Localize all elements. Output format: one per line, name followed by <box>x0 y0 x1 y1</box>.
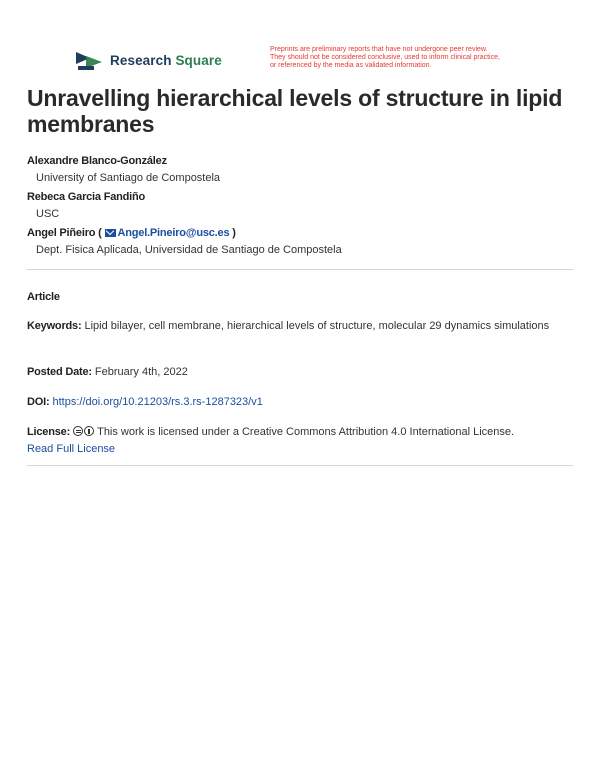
creative-commons-icon <box>73 426 83 436</box>
corresponding-author <box>27 226 577 243</box>
author-affiliation: University of Santiago de Compostela <box>36 172 221 184</box>
posted-date <box>27 364 573 381</box>
divider <box>27 465 573 466</box>
license <box>27 424 573 458</box>
author-name: Angel Piñeiro <box>27 227 96 239</box>
attribution-icon <box>84 426 94 436</box>
keywords <box>27 318 573 335</box>
author-email-link[interactable] <box>105 227 230 239</box>
posted-date-value: February 4th, 2022 <box>94 366 188 378</box>
disclaimer-line: They should not be considered conclusive, used to inform clinical practice, <box>270 54 500 62</box>
posted-date-label: Posted Date: <box>27 366 92 378</box>
keywords-value: Lipid bilayer, cell membrane, hierarchical levels of structure, molecular 29 dynamics simulations <box>84 320 550 332</box>
author-affiliation: Dept. Fisica Aplicada, Universidad de Santiago de Compostela <box>36 244 342 256</box>
read-full-license-link[interactable]: Read Full License <box>27 443 116 455</box>
author-list <box>27 154 577 262</box>
author-affiliation: USC <box>36 208 60 220</box>
doi-link[interactable]: https://doi.org/10.21203/rs.3.rs-1287323/v1 <box>52 396 263 408</box>
page-header <box>0 0 600 80</box>
author-email: Angel.Pineiro@usc.es <box>117 227 230 239</box>
logo-word-square: Square <box>175 52 222 68</box>
logo-wordmark <box>110 53 222 68</box>
author-email-close: ) <box>232 227 236 239</box>
keywords-label: Keywords: <box>27 320 82 332</box>
logo-word-research: Research <box>110 52 172 68</box>
author-name: Rebeca Garcia Fandiño <box>27 191 146 203</box>
license-label: License: <box>27 426 71 438</box>
disclaimer-line: or referenced by the media as validated information. <box>270 62 432 70</box>
paper-title: Unravelling hierarchical levels of structure in lipid membranes <box>27 85 563 137</box>
research-square-logo[interactable] <box>74 49 222 71</box>
doi <box>27 394 573 411</box>
author-name: Alexandre Blanco-González <box>27 155 167 167</box>
divider <box>27 269 573 270</box>
research-square-logo-icon <box>74 49 104 71</box>
license-text: This work is licensed under a Creative Commons Attribution 4.0 International License. <box>97 426 515 438</box>
doi-label: DOI: <box>27 396 50 408</box>
preprint-disclaimer <box>270 46 540 71</box>
article-type: Article <box>27 291 60 303</box>
disclaimer-line: Preprints are preliminary reports that have not undergone peer review. <box>270 46 488 53</box>
envelope-icon <box>105 229 116 237</box>
author-email-open: ( <box>98 227 102 239</box>
